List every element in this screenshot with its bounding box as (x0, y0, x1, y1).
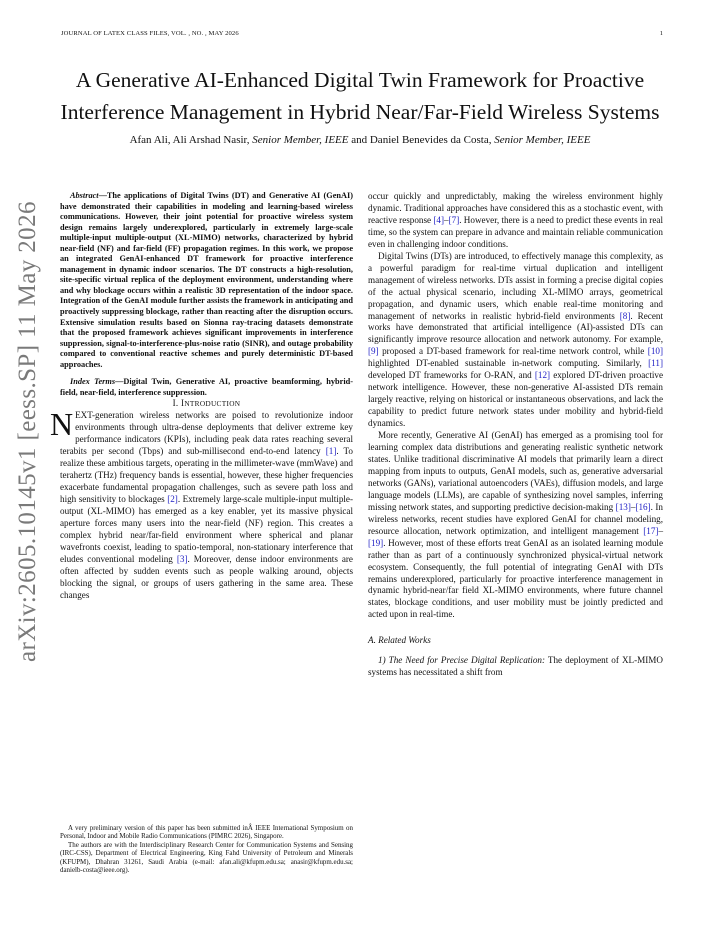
author-role-2: Senior Member, IEEE (494, 134, 591, 146)
right-paragraph-1 (368, 191, 663, 251)
citation-dash: – (630, 501, 636, 512)
subsubsection-title: 1) The Need for Precise Digital Replication: (378, 655, 546, 666)
abstract (60, 191, 353, 370)
right-paragraph-2 (368, 251, 663, 430)
citation-link[interactable]: [17] (643, 525, 659, 536)
citation-link[interactable]: [11] (648, 358, 663, 369)
body-text: developed DT frameworks for O-RAN, and (368, 370, 535, 381)
subsubsection-paragraph (368, 655, 663, 679)
page-number: 1 (659, 30, 663, 37)
body-text: Digital Twins (DTs) are introduced, to effectively manage this complexity, as a powerful paradigm for real-time virtual duplication and intelligent management of wireless networks. DTs assist in forming a precise digital copies of the actual physical scenario, including XL-MIMO arrays, geometrical propagation, and dynamic users, which enable real-time monitoring and management of networks in realistic hybrid-field environments (368, 250, 663, 321)
body-text: More recently, Generative AI (GenAI) has emerged as a promising tool for learning complex data distributions and generating realistic synthetic network states. Unlike traditional discriminative AI models that primarily learn a direct mapping from inputs to outputs, GenAI models, such as, generative adversarial networks (GANs), variational autoencoders (VAEs), diffusion models, and large language models (LLMs), are capable of synthesizing novel samples, inferring missing network states, and supporting predictive decision-making (368, 430, 663, 512)
index-terms-lead: Index Terms (70, 377, 116, 387)
abstract-body: —The applications of Digital Twins (DT) and Generative AI (GenAI) have demonstrated their capabilities in modeling and learning-based wireless communications. However, their joint potential for proactive wireless system design remains largely underexplored, particularly in extremely large-scale multiple-input multiple-output (XL-MIMO) networks, characterized by hybrid near-field (NF) and far-field (FF) propagation regimes. In this work, we propose an integrated GenAI-enhanced DT framework for proactive interference management in dynamic indoor scenarios. The DT constructs a high-resolution, site-specific virtual replica of the deployment environment, understanding where and why blockage occurs within a realistic 3D representation of the indoor space. Integration of the GenAI module further assists the framework in anticipating and proactively suppressing blockage, rather than reacting after the disruption occurs. Extensive simulation results based on Sionna ray-tracing datasets demonstrate that the proposed framework achieves significant improvements in interference suppression, signal-to-interference-plus-noise ratio (SINR), and outage probability compared to conventional reactive schemes and purely deterministic DT-based approaches. (60, 191, 353, 369)
citation-link[interactable]: [4] (433, 214, 445, 225)
footnote-submission: A very preliminary version of this paper has been submitted inÂ IEEE International Symposium on Personal, Indoor and Mobile Radio Communications (PIMRC 2026), Singapore. (60, 824, 353, 841)
intro-text-a: EXT-generation wireless networks are poised to revolutionize indoor environments through ultra-dense deployments that deliver extreme key performance indicators (KPIs), including peak data rates reaching several terabits per second (Tbps) and sub-millisecond end-to-end latency (60, 410, 353, 457)
drop-cap: N (50, 406, 74, 443)
right-paragraph-3 (368, 430, 663, 621)
intro-text-d: . Moreover, dense indoor environments are often affected by sudden events such as people walking around, objects blocking the signal, or groups of users gathering in the same area. These changes (60, 553, 353, 600)
citation-dash: – (444, 214, 449, 225)
arxiv-sidebar-stamp: arXiv:2605.10145v1 [eess.SP] 11 May 2026 (14, 201, 41, 662)
intro-paragraph-1 (50, 406, 354, 601)
abstract-lead: Abstract (70, 191, 99, 200)
citation-link[interactable]: [13] (615, 501, 631, 512)
citation-link[interactable]: [3] (176, 553, 188, 564)
body-text: . However, there is a need to predict these events in real time, so the system can prepare in advance and maintain reliable communication even in challenging indoor conditions. (368, 214, 663, 249)
citation-link[interactable]: [7] (448, 214, 460, 225)
citation-link[interactable]: [2] (167, 494, 178, 505)
body-text: proposed a DT-based framework for real-time network control, while (378, 346, 648, 357)
intro-text-c: . Extremely large-scale multiple-input multiple-output (XL-MIMO) has emerged as a key enabler, yet its massive physical aperture forces many users into the near-field (NF) region. This creates a complex hybrid near/far-field environment where spherical and planar wavefronts coexist, leading to spatio-temporal, non-stationary interference that eludes conventional modeling (60, 494, 354, 564)
intro-text-b: . To realize these ambitious targets, operating in the millimeter-wave (mmWave) and terahertz (THz) frequency bands is essential, however, these higher frequencies exacerbate fundamental propagation challenges, such as severe path loss and high sensitivity to blockages (60, 446, 353, 505)
subsection-heading-related-works: A. Related Works (368, 635, 431, 646)
title-line-1: A Generative AI-Enhanced Digital Twin Framework for Proactive (75, 68, 645, 92)
title-line-2: Interference Management in Hybrid Near/Far-Field Wireless Systems (60, 100, 660, 124)
citation-link[interactable]: [12] (534, 370, 551, 381)
body-text: highlighted DT-enabled sustainable in-network computing. Similarly, (368, 358, 649, 369)
citation-link[interactable]: [8] (619, 310, 631, 321)
index-terms (60, 377, 353, 398)
left-column (50, 191, 354, 602)
body-text: . However, most of these efforts treat GenAI as an isolated learning module rather than as part of a continuously synchronized physical-virtual network ecosystem. Consequently, the full potential of integrating GenAI with DTs remains underexplored, particularly for proactive interference management in dynamic hybrid-near/far field XL-MIMO environments, where future channel states, blockage conditions, and user mobility must be jointly predicted and acted upon in real-time. (368, 537, 663, 620)
section-title-rest: NTRODUCTION (184, 399, 241, 409)
body-text: The deployment of XL-MIMO systems has necessitated a shift from (368, 655, 664, 678)
author-list (40, 134, 680, 146)
section-numeral: I. (172, 398, 179, 409)
running-header: JOURNAL OF LATEX CLASS FILES, VOL. , NO. , MAY 2026 (61, 30, 239, 37)
author-names-1: Afan Ali, Ali Arshad Nasir, (129, 134, 250, 146)
author-names-2: and Daniel Benevides da Costa, (351, 134, 492, 146)
citation-link[interactable]: [16] (635, 501, 651, 512)
citation-link[interactable]: [1] (325, 446, 337, 457)
footnote-affiliation: The authors are with the Interdisciplinary Research Center for Communication Systems and Sensing (IRC-CSS), Department of Electrical Engineering, King Fahd University of Petroleum and Minerals (KFUPM), Dhahran 31261, Saudi Arabia (e-mail: afan.ali@kfupm.edu.sa; anasir@kfupm.edu.sa; danielb-costa@ieee.org). (60, 840, 353, 875)
citation-link[interactable]: [9] (368, 346, 379, 357)
section-heading-introduction (60, 398, 353, 410)
index-terms-body: —Digital Twin, Generative AI, proactive beamforming, hybrid-field, near-field, interference suppression. (60, 377, 353, 397)
body-text: occur quickly and unpredictably, making the wireless environment highly dynamic. Traditional approaches have considered this as a stochastic event, with reactive response (368, 191, 663, 225)
author-role-1: Senior Member, IEEE (252, 134, 349, 146)
citation-link[interactable]: [10] (647, 346, 663, 357)
paper-title (40, 64, 680, 128)
body-text: . Recent works have demonstrated that artificial intelligence (AI)-assisted DTs can significantly improve resource allocation and network autonomy. For example, (368, 310, 664, 345)
section-title-initial: I (181, 398, 185, 409)
footnotes (60, 824, 353, 874)
right-column (368, 191, 663, 679)
body-text: . In wireless networks, recent studies have explored GenAI for channel modeling, resource allocation, network optimization, and intelligent management (368, 501, 663, 536)
citation-link[interactable]: [19] (368, 537, 384, 548)
citation-dash: – (658, 525, 663, 536)
body-text: explored DT-driven proactive network intelligence. However, these non-generative AI-assisted DTs remain largely reactive, relying on historical or instantaneous observations, and lack the capability to predict future network states under mobility and hybrid-field dynamics. (368, 370, 663, 429)
